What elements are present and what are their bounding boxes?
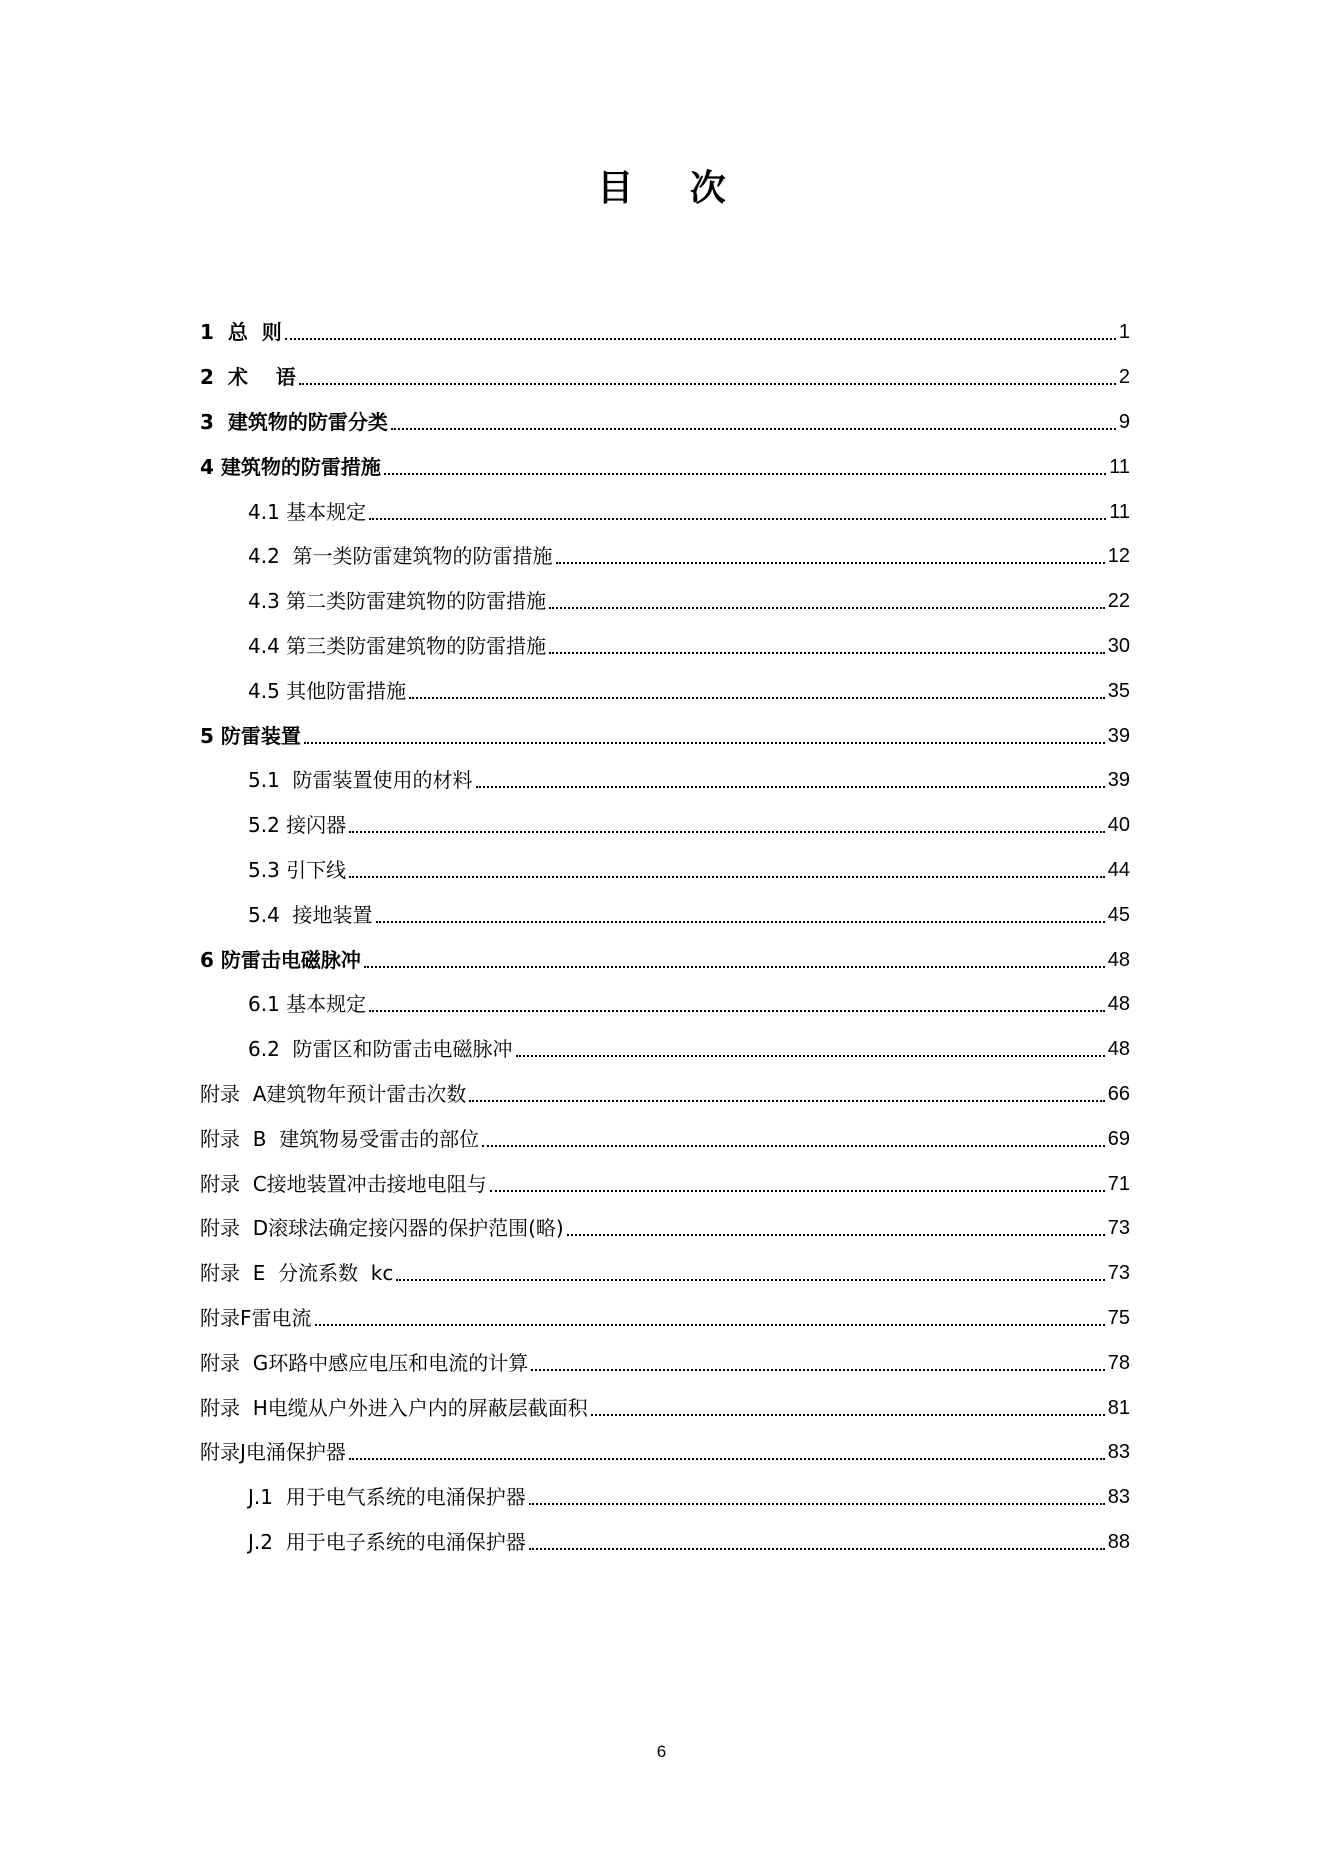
- toc-entry-label: 5.3 引下线: [248, 857, 347, 882]
- toc-dot-leader: [476, 786, 1105, 788]
- toc-dot-leader: [349, 831, 1105, 833]
- toc-entry[interactable]: [200, 579, 1130, 624]
- toc-entry[interactable]: [200, 400, 1130, 445]
- toc-entry[interactable]: [200, 1251, 1130, 1296]
- toc-entry[interactable]: [200, 1161, 1130, 1206]
- toc-entry-page: 83: [1107, 1486, 1130, 1509]
- toc-entry-page: 40: [1107, 814, 1130, 837]
- toc-entry[interactable]: [200, 1116, 1130, 1161]
- toc-entry-label: 3 建筑物的防雷分类: [200, 409, 388, 434]
- toc-entry[interactable]: [200, 444, 1130, 489]
- toc-dot-leader: [349, 1458, 1105, 1460]
- toc-entry-page: 45: [1107, 903, 1130, 926]
- toc-entry-page: 9: [1118, 410, 1130, 433]
- toc-entry-page: 2: [1118, 366, 1130, 389]
- toc-entry[interactable]: [200, 892, 1130, 937]
- toc-dot-leader: [376, 921, 1105, 923]
- toc-entry-label: 附录 D滚球法确定接闪器的保护范围(略): [200, 1216, 564, 1241]
- toc-entry[interactable]: [200, 355, 1130, 400]
- toc-entry[interactable]: [200, 534, 1130, 579]
- toc-dot-leader: [482, 1145, 1105, 1147]
- toc-dot-leader: [549, 607, 1105, 609]
- toc-dot-leader: [369, 518, 1106, 520]
- toc-entry-label: 附录 A建筑物年预计雷击次数: [200, 1081, 467, 1106]
- toc-dot-leader: [516, 1055, 1105, 1057]
- toc-entry-page: 12: [1107, 545, 1130, 568]
- toc-entry[interactable]: [200, 758, 1130, 803]
- toc-dot-leader: [567, 1234, 1105, 1236]
- toc-entry-label: 5.2 接闪器: [248, 813, 347, 838]
- toc-dot-leader: [384, 473, 1106, 475]
- toc-entry[interactable]: [200, 1296, 1130, 1341]
- toc-entry-label: 附录F雷电流: [200, 1305, 312, 1330]
- toc-entry-page: 81: [1107, 1396, 1130, 1419]
- toc-entry-label: 附录J电涌保护器: [200, 1440, 346, 1465]
- toc-entry-page: 48: [1107, 1038, 1130, 1061]
- toc-entry[interactable]: [200, 624, 1130, 669]
- toc-entry-label: 附录 E 分流系数 kc: [200, 1261, 394, 1286]
- toc-entry[interactable]: [200, 1430, 1130, 1475]
- toc-entry-page: 30: [1107, 634, 1130, 657]
- toc-entry-page: 73: [1107, 1217, 1130, 1240]
- toc-dot-leader: [409, 697, 1105, 699]
- toc-entry-page: 71: [1107, 1172, 1130, 1195]
- toc-entry-label: J.1 用于电气系统的电涌保护器: [248, 1485, 526, 1510]
- toc-entry-page: 48: [1107, 948, 1130, 971]
- toc-entry[interactable]: [200, 803, 1130, 848]
- page-title: 目 次: [597, 167, 748, 209]
- toc-entry[interactable]: [200, 1385, 1130, 1430]
- toc-entry[interactable]: [200, 1206, 1130, 1251]
- toc-entry-label: 6 防雷击电磁脉冲: [200, 947, 361, 972]
- toc-dot-leader: [556, 562, 1105, 564]
- toc-entry[interactable]: [200, 713, 1130, 758]
- toc-dot-leader: [349, 876, 1105, 878]
- toc-dot-leader: [529, 1503, 1105, 1505]
- toc-entry-label: 附录 H电缆从户外进入户内的屏蔽层截面积: [200, 1395, 588, 1420]
- toc-entry-page: 75: [1107, 1306, 1130, 1329]
- toc-entry-page: 73: [1107, 1262, 1130, 1285]
- toc-entry-label: 5.1 防雷装置使用的材料: [248, 768, 473, 793]
- toc-entry-page: 44: [1107, 858, 1130, 881]
- toc-entry-label: 4.2 第一类防雷建筑物的防雷措施: [248, 544, 553, 569]
- toc-entry[interactable]: [200, 982, 1130, 1027]
- toc-entry[interactable]: [200, 1072, 1130, 1117]
- toc-entry-label: 附录 B 建筑物易受雷击的部位: [200, 1126, 480, 1151]
- toc-entry[interactable]: [200, 848, 1130, 893]
- toc-entry-page: 35: [1107, 679, 1130, 702]
- toc-entry[interactable]: [200, 937, 1130, 982]
- toc-dot-leader: [285, 338, 1116, 340]
- page-number: 6: [656, 1742, 667, 1761]
- toc-dot-leader: [369, 1010, 1105, 1012]
- toc-entry[interactable]: [200, 1340, 1130, 1385]
- toc-dot-leader: [396, 1279, 1104, 1281]
- toc-dot-leader: [591, 1414, 1105, 1416]
- toc-entry-page: 39: [1107, 769, 1130, 792]
- toc-entry[interactable]: [200, 1475, 1130, 1520]
- toc-dot-leader: [529, 1548, 1105, 1550]
- toc-entry-label: 4.3 第二类防雷建筑物的防雷措施: [248, 589, 547, 614]
- toc-entry[interactable]: [200, 1520, 1130, 1565]
- toc-dot-leader: [315, 1324, 1105, 1326]
- toc-entry[interactable]: [200, 1027, 1130, 1072]
- toc-entry-page: 1: [1118, 321, 1130, 344]
- toc-entry-label: 5.4 接地装置: [248, 902, 373, 927]
- toc-dot-leader: [469, 1100, 1104, 1102]
- toc-entry[interactable]: [200, 489, 1130, 534]
- toc-entry-label: 4.1 基本规定: [248, 499, 367, 524]
- toc-entry-label: J.2 用于电子系统的电涌保护器: [248, 1529, 526, 1554]
- toc-entry-page: 66: [1107, 1082, 1130, 1105]
- toc-dot-leader: [304, 742, 1105, 744]
- toc-entry-page: 39: [1107, 724, 1130, 747]
- toc-entry-page: 88: [1107, 1530, 1130, 1553]
- toc-entry[interactable]: [200, 310, 1130, 355]
- toc-entry-label: 4.4 第三类防雷建筑物的防雷措施: [248, 633, 547, 658]
- toc-dot-leader: [391, 428, 1116, 430]
- toc-dot-leader: [549, 652, 1105, 654]
- toc-dot-leader: [490, 1190, 1105, 1192]
- table-of-contents: [200, 310, 1130, 1564]
- toc-entry-page: 69: [1107, 1127, 1130, 1150]
- toc-dot-leader: [299, 383, 1116, 385]
- toc-entry-page: 48: [1107, 993, 1130, 1016]
- toc-entry[interactable]: [200, 668, 1130, 713]
- toc-entry-label: 1 总 则: [200, 320, 282, 345]
- toc-entry-label: 2 术 语: [200, 365, 296, 390]
- toc-entry-label: 5 防雷装置: [200, 723, 301, 748]
- toc-entry-label: 4.5 其他防雷措施: [248, 678, 407, 703]
- toc-entry-label: 4 建筑物的防雷措施: [200, 454, 381, 479]
- toc-entry-page: 11: [1109, 455, 1130, 478]
- toc-dot-leader: [364, 966, 1105, 968]
- toc-entry-label: 6.1 基本规定: [248, 992, 367, 1017]
- toc-entry-page: 11: [1109, 500, 1130, 523]
- toc-entry-label: 6.2 防雷区和防雷击电磁脉冲: [248, 1037, 513, 1062]
- toc-entry-page: 22: [1107, 590, 1130, 613]
- toc-entry-label: 附录 G环路中感应电压和电流的计算: [200, 1350, 529, 1375]
- toc-entry-label: 附录 C接地装置冲击接地电阻与: [200, 1171, 487, 1196]
- toc-entry-page: 78: [1107, 1351, 1130, 1374]
- toc-dot-leader: [531, 1369, 1105, 1371]
- toc-entry-page: 83: [1107, 1441, 1130, 1464]
